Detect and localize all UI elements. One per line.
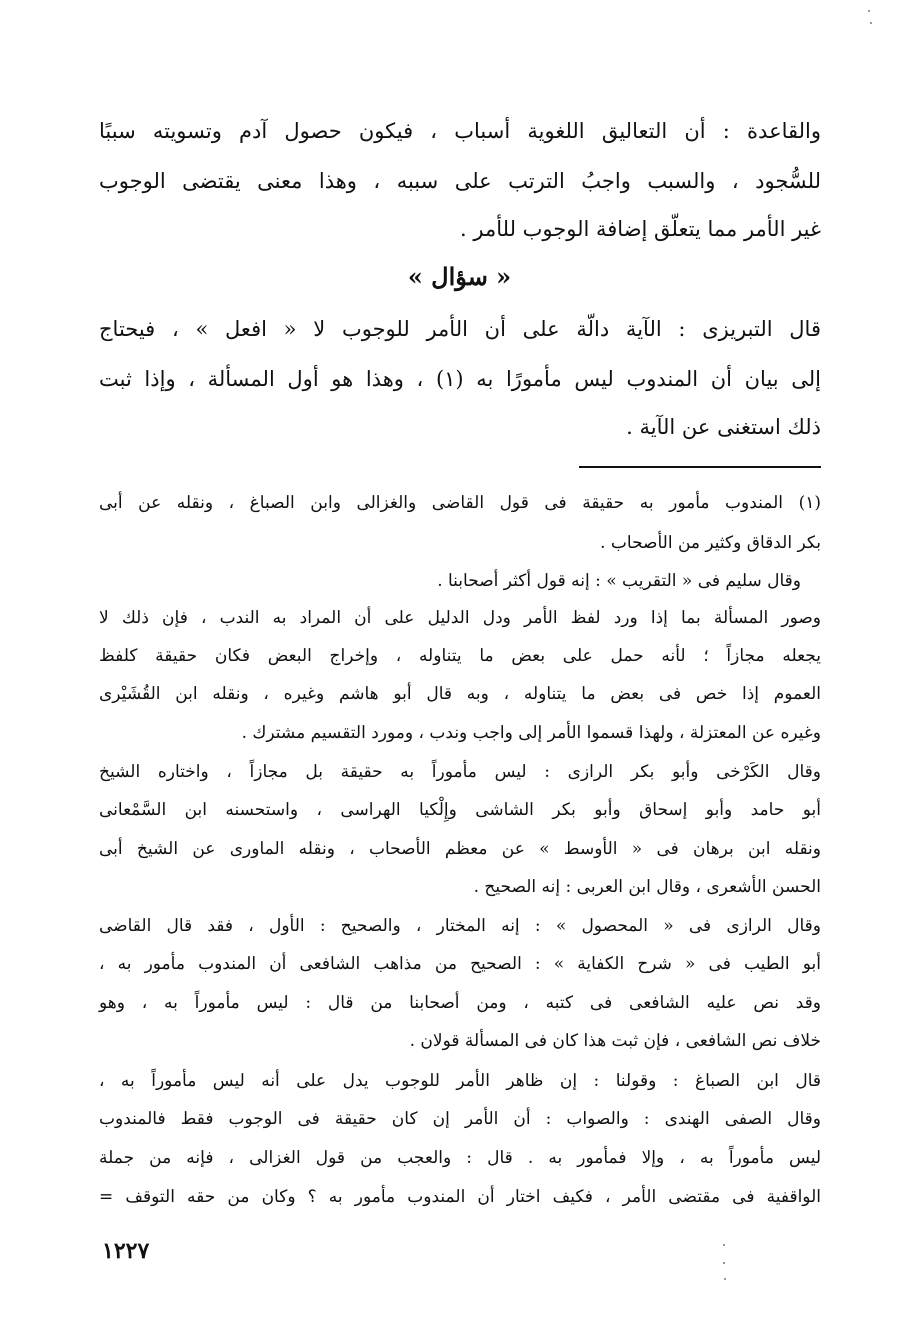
- footnote-line: وقال الصفى الهندى : والصواب : أن الأمر إن كان حقيقة فى الوجوب فقط فالمندوب: [99, 1109, 821, 1129]
- scan-speck: [723, 1262, 725, 1264]
- footnote-line: وقال سليم فى « التقريب » : إنه قول أكثر أصحابنا .: [437, 571, 801, 591]
- main-text-line: والقاعدة : أن التعاليق اللغوية أسباب ، فيكون حصول آدم وتسويته سببًا: [99, 119, 821, 143]
- footnote-line: ليس مأموراً به ، وإلا فمأمور به . قال : والعجب من قول الغزالى ، فإنه من جملة: [99, 1148, 821, 1168]
- footnote-line: وقال الكَرْخى وأبو بكر الرازى : ليس مأموراً به حقيقة بل مجازاً ، واختاره الشيخ: [99, 762, 821, 782]
- question-text-line: قال التبريزى : الآية دالّة على أن الأمر للوجوب لا « افعل » ، فيحتاج: [99, 317, 821, 341]
- footnote-line: الواقفية فى مقتضى الأمر ، فكيف اختار أن المندوب مأمور به ؟ وكان من حقه التوقف =: [99, 1187, 821, 1207]
- footnote-line: بكر الدقاق وكثير من الأصحاب .: [600, 533, 821, 553]
- footnote-line: ونقله ابن برهان فى « الأوسط » عن معظم الأصحاب ، ونقله الماورى عن الشيخ أبى: [99, 839, 821, 859]
- footnote-line: أبو الطيب فى « شرح الكفاية » : الصحيح من مذاهب الشافعى أن المندوب مأمور به ،: [99, 954, 821, 974]
- scan-speck: [868, 10, 870, 12]
- scan-speck: [724, 1278, 726, 1280]
- section-heading: « سؤال »: [407, 262, 512, 291]
- footnote-line: وصور المسألة بما إذا ورد لفظ الأمر ودل الدليل على أن المراد به الندب ، فإن ذلك لا: [99, 608, 821, 628]
- footnote-line: وقد نص عليه الشافعى فى كتبه ، ومن أصحابنا من قال : ليس مأموراً به ، وهو: [99, 993, 821, 1013]
- scan-speck: [870, 22, 872, 24]
- footnote-line: الحسن الأشعرى ، وقال ابن العربى : إنه الصحيح .: [473, 877, 821, 897]
- footnote-line: العموم إذا خص فى بعض ما يتناوله ، وبه قال أبو هاشم وغيره ، ونقله ابن القُشَيْرى: [99, 684, 821, 704]
- question-text-line: ذلك استغنى عن الآية .: [626, 415, 821, 439]
- footnote-line: قال ابن الصباغ : وقولنا : إن ظاهر الأمر للوجوب يدل على أنه ليس مأموراً به ،: [99, 1071, 821, 1091]
- footnote-line: خلاف نص الشافعى ، فإن ثبت هذا كان فى المسألة قولان .: [409, 1031, 821, 1051]
- main-text-line: للسُّجود ، والسبب واجبُ الترتب على سببه ، وهذا معنى يقتضى الوجوب: [99, 169, 821, 193]
- question-text-line: إلى بيان أن المندوب ليس مأمورًا به (١) ، وهذا هو أول المسألة ، وإذا ثبت: [99, 367, 821, 391]
- footnote-line: وغيره عن المعتزلة ، ولهذا قسموا الأمر إلى واجب وندب ، ومورد التقسيم مشترك .: [241, 723, 821, 743]
- footnote-line: يجعله مجازاً ؛ لأنه حمل على بعض ما يتناوله ، وإخراج البعض فكان حقيقة كلفظ: [99, 646, 821, 666]
- footnote-separator-rule: [579, 466, 821, 468]
- footnote-line: أبو حامد وأبو إسحاق وأبو بكر الشاشى وإِلْكيا الهراسى ، واستحسنه ابن السَّمْعانى: [99, 800, 821, 820]
- footnote-line: (١) المندوب مأمور به حقيقة فى قول القاضى والغزالى وابن الصباغ ، ونقله عن أبى: [99, 493, 821, 513]
- footnote-line: وقال الرازى فى « المحصول » : إنه المختار ، والصحيح : الأول ، فقد قال القاضى: [99, 916, 821, 936]
- page-number: ١٢٢٧: [102, 1238, 150, 1264]
- main-text-line: غير الأمر مما يتعلّق إضافة الوجوب للأمر .: [460, 217, 821, 241]
- scan-speck: [723, 1244, 725, 1246]
